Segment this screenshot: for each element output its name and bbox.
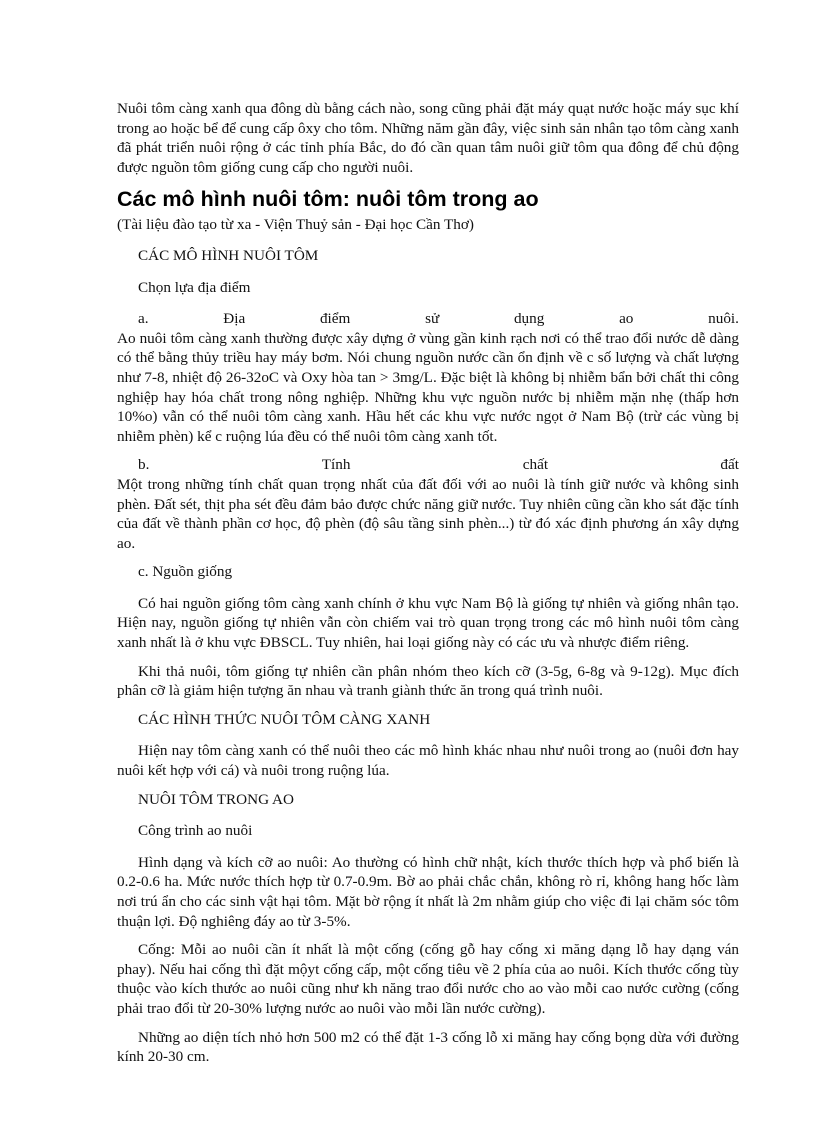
item-a-word: Địa bbox=[223, 310, 246, 328]
item-b-word: b. bbox=[138, 456, 150, 474]
item-a-body: Ao nuôi tôm càng xanh thường được xây dựng ở vùng gần kinh rạch nơi có thể trao đổi nước dễ dàng có thể bằng thủy triều hay máy bơm. Nói chung nguồn nước cần ổn định về c số lượng và chất lượng như 7-8, nhiệt độ 26-32oC và Oxy hòa tan > 3mg/L. Đặc biệt là không bị nhiễm bẩn bởi chất thi công nghiệp hay hóa chất trong nông nghiệp. Những khu vực nguồn nước bị nhiễm mặn nhẹ (thấp hơn 10%o) vẫn có thể nuôi tôm càng xanh. Hầu hết các khu vực nước ngọt ở Nam Bộ (trừ các vùng bị nhiễm phèn) kể c ruộng lúa đều có thể nuôi tôm càng xanh tốt. bbox=[117, 329, 739, 445]
item-b-word: Tính bbox=[321, 456, 351, 474]
forms-paragraph: Hiện nay tôm càng xanh có thể nuôi theo các mô hình khác nhau như nuôi trong ao (nuôi đơn hay nuôi kết hợp với cá) và nuôi trong ruộng lúa. bbox=[117, 742, 739, 780]
section-title-pond: NUÔI TÔM TRONG AO bbox=[138, 790, 294, 808]
intro-paragraph: Nuôi tôm càng xanh qua đông dù bằng cách nào, song cũng phải đặt máy quạt nước hoặc máy sục khí trong ao hoặc bể để cung cấp ôxy cho tôm. Những năm gần đây, việc sinh sản nhân tạo tôm càng xanh đã phát triển nuôi rộng ở các tỉnh phía Bắc, do đó cần quan tâm nuôi giữ tôm qua đông để chủ động được nguồn tôm giống cung cấp cho người nuôi. bbox=[117, 100, 739, 176]
item-a-heading-line bbox=[117, 309, 739, 329]
section-title-forms: CÁC HÌNH THỨC NUÔI TÔM CÀNG XANH bbox=[138, 710, 431, 728]
item-a-word: nuôi. bbox=[708, 310, 739, 328]
item-b-soil bbox=[117, 455, 739, 553]
seed-paragraph-1: Có hai nguồn giống tôm càng xanh chính ở khu vực Nam Bộ là giống tự nhiên và giống nhân tạo. Hiện nay, nguồn giống tự nhiên vẫn còn chiếm vai trò quan trọng trong các mô hình nuôi tôm càng xanh nhất là ở khu vực ĐBSCL. Tuy nhiên, hai loại giống này có các ưu và nhược điểm riêng. bbox=[117, 594, 739, 652]
item-a-word: a. bbox=[138, 310, 149, 328]
seed-paragraph-2: Khi thả nuôi, tôm giống tự nhiên cần phân nhóm theo kích cỡ (3-5g, 6-8g và 9-12g). Mục đích phân cỡ là giảm hiện tượng ăn nhau và tranh giành thức ăn trong quá trình nuôi. bbox=[117, 662, 739, 700]
pond-shape-paragraph: Hình dạng và kích cỡ ao nuôi: Ao thường có hình chữ nhật, kích thước thích hợp và phổ biến là 0.2-0.6 ha. Mức nước thích hợp từ 0.7-0.9m. Bờ ao phải chắc chắn, không rò rỉ, không hang hốc làm nơi trú ẩn cho các sinh vật hại tôm. Mặt bờ rộng ít nhất là 2m nhằm giúp cho việc đi lại chăm sóc tôm thuận lợi. Độ nghiêng đáy ao từ 3-5%. bbox=[117, 853, 739, 930]
item-a-word: dụng bbox=[513, 310, 545, 328]
gate-paragraph: Cống: Mỗi ao nuôi cần ít nhất là một cống (cống gỗ hay cống xi măng dạng lỗ hay dạng ván phay). Nếu hai cống thì đặt mộyt cống cấp, một cống tiêu về 2 phía của ao nuôi. Kích thước cống tùy thuộc vào kích thước ao nuôi cũng như kh năng trao đổi nước cho ao vào mỗi cao nước cường (cống phải trao đổi từ 20-30% lượng nước ao nuôi vào mỗi lần nước cường). bbox=[117, 941, 739, 1017]
item-b-word: chất bbox=[522, 456, 549, 474]
section-title-models: CÁC MÔ HÌNH NUÔI TÔM bbox=[138, 246, 319, 264]
item-a-word: điểm bbox=[319, 310, 351, 328]
item-c-seed-source: c. Nguồn giống bbox=[138, 563, 233, 581]
item-b-heading-line bbox=[117, 455, 739, 475]
item-a-word: ao bbox=[619, 310, 634, 328]
section-heading: Các mô hình nuôi tôm: nuôi tôm trong ao bbox=[117, 187, 539, 212]
subsection-site-selection: Chọn lựa địa điểm bbox=[138, 278, 251, 296]
item-a-word: sử bbox=[425, 310, 440, 328]
subsection-pond-works: Công trình ao nuôi bbox=[138, 822, 253, 840]
small-pond-paragraph: Những ao diện tích nhỏ hơn 500 m2 có thể đặt 1-3 cống lỗ xi măng hay cống bọng dừa với đường kính 20-30 cm. bbox=[117, 1028, 739, 1066]
item-b-word: đất bbox=[720, 456, 739, 474]
document-page bbox=[117, 99, 739, 1076]
item-b-body: Một trong những tính chất quan trọng nhất của đất đối với ao nuôi là tính giữ nước và không sinh phèn. Đất sét, thịt pha sét đều đảm bảo được chức năng giữ nước. Tuy nhiên cũng cần kho sát đặc tính của đất về thành phần cơ học, độ phèn (độ sâu tầng sinh phèn...) từ đó xác định phương án xây dựng ao. bbox=[117, 475, 739, 552]
item-a-site-use bbox=[117, 309, 739, 446]
source-citation: (Tài liệu đào tạo từ xa - Viện Thuỷ sản - Đại học Cần Thơ) bbox=[117, 216, 474, 234]
